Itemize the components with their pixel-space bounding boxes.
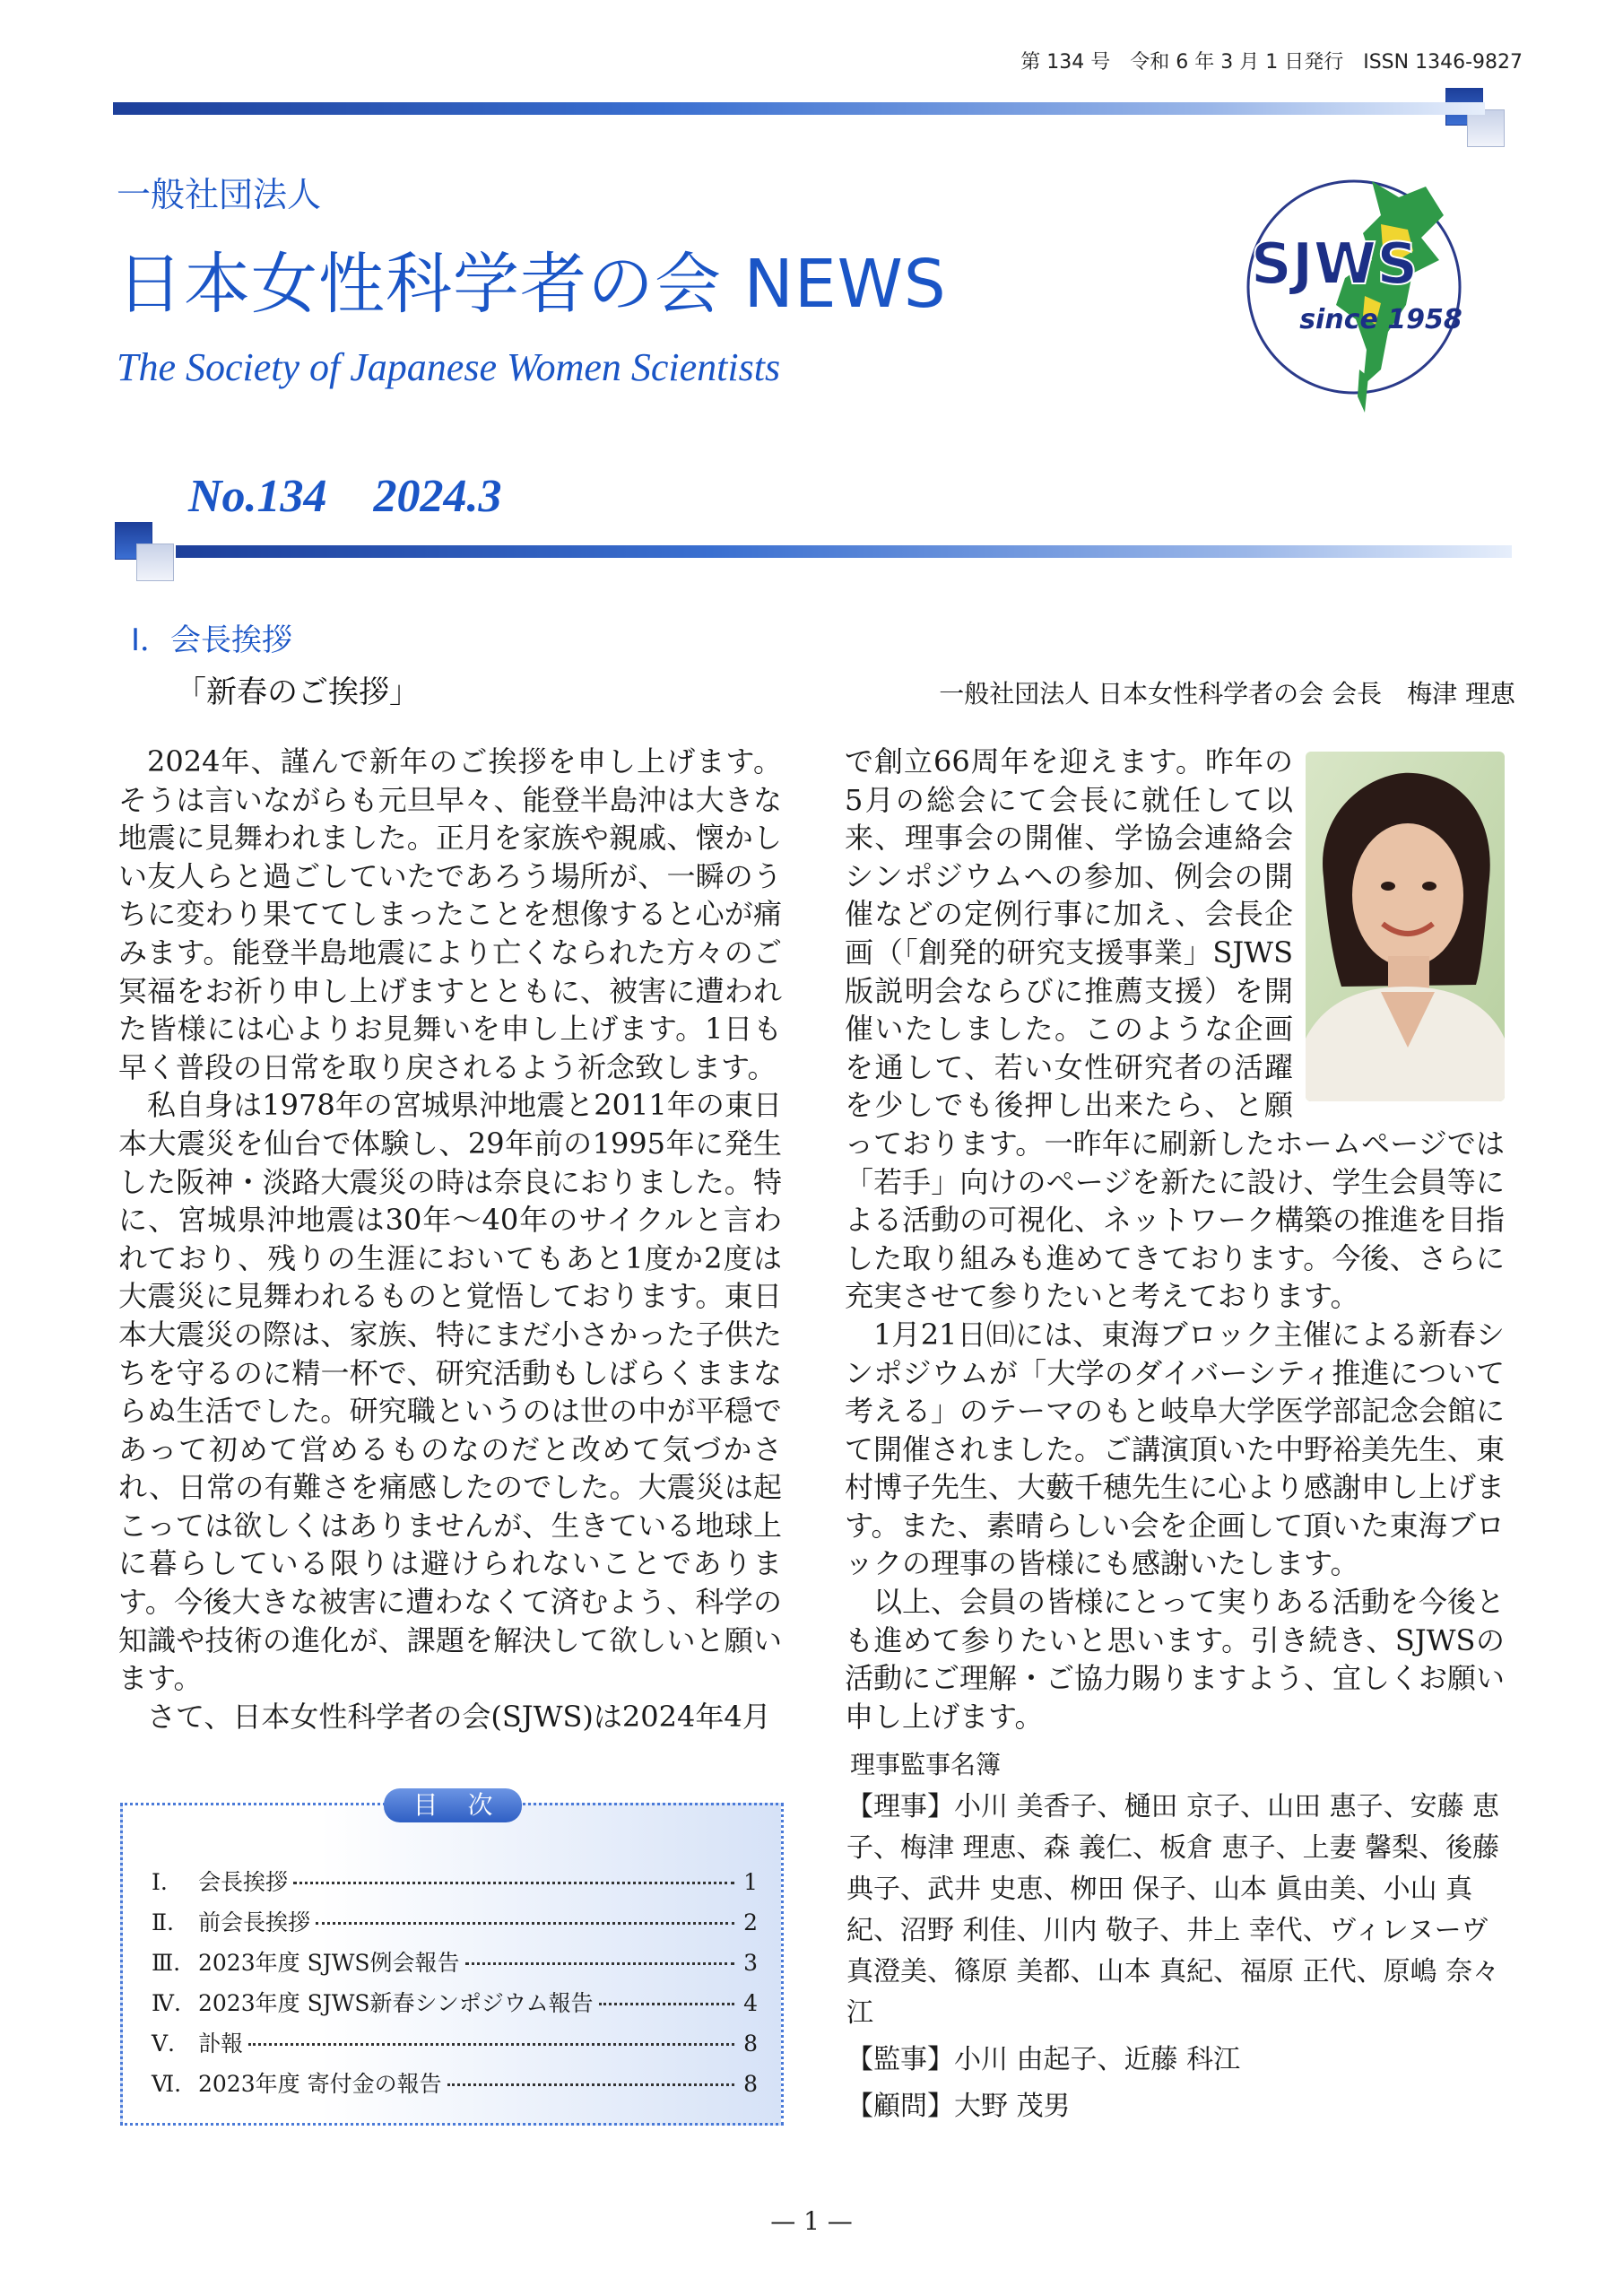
- section-title: 「新春のご挨拶」: [176, 674, 420, 710]
- logo-text: SJWS: [1250, 231, 1419, 298]
- toc-item-number: Ⅴ.: [152, 2031, 176, 2057]
- paragraph: 以上、会員の皆様にとって実りある活動を今後とも進めて参りたいと思います。引き続き、SJWSの活動にご理解・ご協力賜りますよう、宜しくお願い申し上げます。: [845, 1585, 1506, 1734]
- toc-item-label: 2023年度 SJWS新春シンポジウム報告: [198, 1990, 594, 2016]
- toc-item[interactable]: [152, 2066, 758, 2107]
- sjws-logo: [1237, 161, 1480, 422]
- toc-item-label: 会長挨拶: [198, 1869, 289, 1895]
- president-portrait-photo: [1306, 752, 1505, 1101]
- toc-item-number: Ⅳ.: [152, 1990, 181, 2016]
- mid-bar-block-light: [136, 544, 174, 581]
- toc-item-label: 2023年度 SJWS例会報告: [198, 1950, 460, 1976]
- logo-since-text: since 1958: [1299, 304, 1462, 335]
- toc-item-page: 2: [743, 1909, 758, 1935]
- issue-number: No.134 2024.3: [188, 471, 502, 522]
- toc-item-label: 前会長挨拶: [198, 1909, 311, 1935]
- header-bar-block-light: [1467, 109, 1505, 147]
- roster: [846, 1787, 1506, 2133]
- masthead-title: 日本女性科学者の会 NEWS: [117, 246, 947, 323]
- issue-info: 第 134 号 令和 6 年 3 月 1 日発行 ISSN 1346-9827: [1020, 51, 1523, 74]
- paragraph: 1月21日㈰には、東海ブロック主催による新春シンポジウムが「大学のダイバーシティ推進について考える」のテーマのもと岐阜大学医学部記念会館にて開催されました。ご講演頂いた中野裕美先生、東村博子先生、大藪千穂先生に心より感謝申し上げます。また、素晴らしい会を企画して頂いた東海ブロックの理事の皆様にも感謝いたします。: [845, 1317, 1506, 1581]
- paragraph: で創立66周年を迎えます。昨年の5月の総会にて会長に就任して以来、理事会の開催、学協会連絡会シンポジウムへの参加、例会の開催などの定例行事に加え、会長企画（「創発的研究支援事業」SJWS版説明会ならびに推薦支援）を開催いたしました。このような企画を通して、若い女性研究者の活躍を少しでも後押し出来たら、と願っております。一昨年に刷新したホームページでは「若手」向けのページを新たに設け、学生会員等による活動の可視化、ネットワーク構築の推進を目指した取り組みも進めてきております。今後、さらに充実させて参りたいと考えております。: [845, 744, 1506, 1314]
- toc-leader-dots: [316, 1922, 734, 1925]
- toc-item-number: Ⅵ.: [152, 2071, 182, 2097]
- english-subtitle: The Society of Japanese Women Scientists: [117, 345, 781, 389]
- roster-directors: 【理事】小川 美香子、樋田 京子、山田 惠子、安藤 恵子、梅津 理恵、森 義仁、板倉 恵子、上妻 馨梨、後藤 典子、武井 史恵、栁田 保子、山本 眞由美、小山 真紀、沼野 利佳、川内 敬子、井上 幸代、ヴィレヌーヴ 真澄美、篠原 美都、山本 真紀、福原 正代、原嶋 奈々江: [846, 1791, 1500, 2029]
- toc-item-label: 訃報: [198, 2031, 244, 2057]
- toc-leader-dots: [465, 1962, 734, 1965]
- toc-item[interactable]: [152, 1905, 758, 1945]
- toc-item[interactable]: [152, 1986, 758, 2026]
- left-column: [118, 743, 782, 1735]
- toc-item[interactable]: [152, 1865, 758, 1905]
- toc-leader-dots: [248, 2043, 734, 2046]
- table-of-contents: [120, 1803, 784, 2126]
- author-byline: 一般社団法人 日本女性科学者の会 会長 梅津 理恵: [939, 679, 1515, 709]
- toc-item[interactable]: [152, 2026, 758, 2066]
- toc-item-page: 3: [743, 1950, 758, 1976]
- header-rule: [113, 102, 1485, 115]
- roster-auditors: 【監事】小川 由起子、近藤 科江: [846, 2044, 1241, 2075]
- toc-item-page: 8: [743, 2071, 758, 2097]
- mid-rule: [176, 545, 1512, 558]
- toc-item-page: 4: [743, 1990, 758, 2016]
- toc-item-page: 8: [743, 2031, 758, 2057]
- org-type: 一般社団法人: [117, 175, 322, 214]
- toc-leader-dots: [599, 2003, 734, 2005]
- toc-item-page: 1: [743, 1869, 758, 1895]
- globe-map-logo-icon: [1237, 161, 1480, 422]
- roster-heading: 理事監事名簿: [850, 1750, 1002, 1779]
- page-number: — 1 —: [770, 2206, 853, 2236]
- paragraph: 2024年、謹んで新年のご挨拶を申し上げます。そうは言いながらも元旦早々、能登半島沖は大きな地震に見舞われました。正月を家族や親戚、懐かしい友人らと過ごしていたであろう場所が、一瞬のうちに変わり果ててしまったことを想像すると心が痛みます。能登半島地震により亡くなられた方々のご冥福をお祈り申し上げますとともに、被害に遭われた皆様には心よりお見舞いを申し上げます。1日も早く普段の日常を取り戻されるよう祈念致します。: [118, 744, 782, 1084]
- toc-leader-dots: [293, 1882, 734, 1884]
- paragraph: さて、日本女性科学者の会(SJWS)は2024年4月: [147, 1699, 771, 1734]
- right-column: [845, 743, 1505, 1735]
- toc-leader-dots: [447, 2083, 734, 2086]
- toc-item-number: Ⅲ.: [152, 1950, 181, 1976]
- section-heading: Ⅰ．会長挨拶: [131, 622, 293, 658]
- toc-item-label: 2023年度 寄付金の報告: [198, 2071, 442, 2097]
- toc-item-number: Ⅱ.: [152, 1909, 174, 1935]
- toc-list: [152, 1865, 758, 2107]
- toc-title: 目 次: [384, 1788, 522, 1822]
- toc-item[interactable]: [152, 1945, 758, 1986]
- portrait-icon: [1306, 752, 1505, 1101]
- toc-item-number: Ⅰ.: [152, 1869, 168, 1895]
- paragraph: 私自身は1978年の宮城県沖地震と2011年の東日本大震災を仙台で体験し、29年前の1995年に発生した阪神・淡路大震災の時は奈良におりました。特に、宮城県沖地震は30年～40年のサイクルと言われており、残りの生涯においてもあと1度か2度は大震災に見舞われるものと覚悟しております。東日本大震災の際は、家族、特にまだ小さかった子供たちを守るのに精一杯で、研究活動もしばらくままならぬ生活でした。研究職というのは世の中が平穏であって初めて営めるものなのだと改めて気づかされ、日常の有難さを痛感したのでした。大震災は起こっては欲しくはありませんが、生きている地球上に暮らしている限りは避けられないことであります。今後大きな被害に遭わなくて済むよう、科学の知識や技術の進化が、課題を解決して欲しいと願います。: [118, 1088, 782, 1696]
- roster-advisor: 【顧問】大野 茂男: [846, 2091, 1071, 2122]
